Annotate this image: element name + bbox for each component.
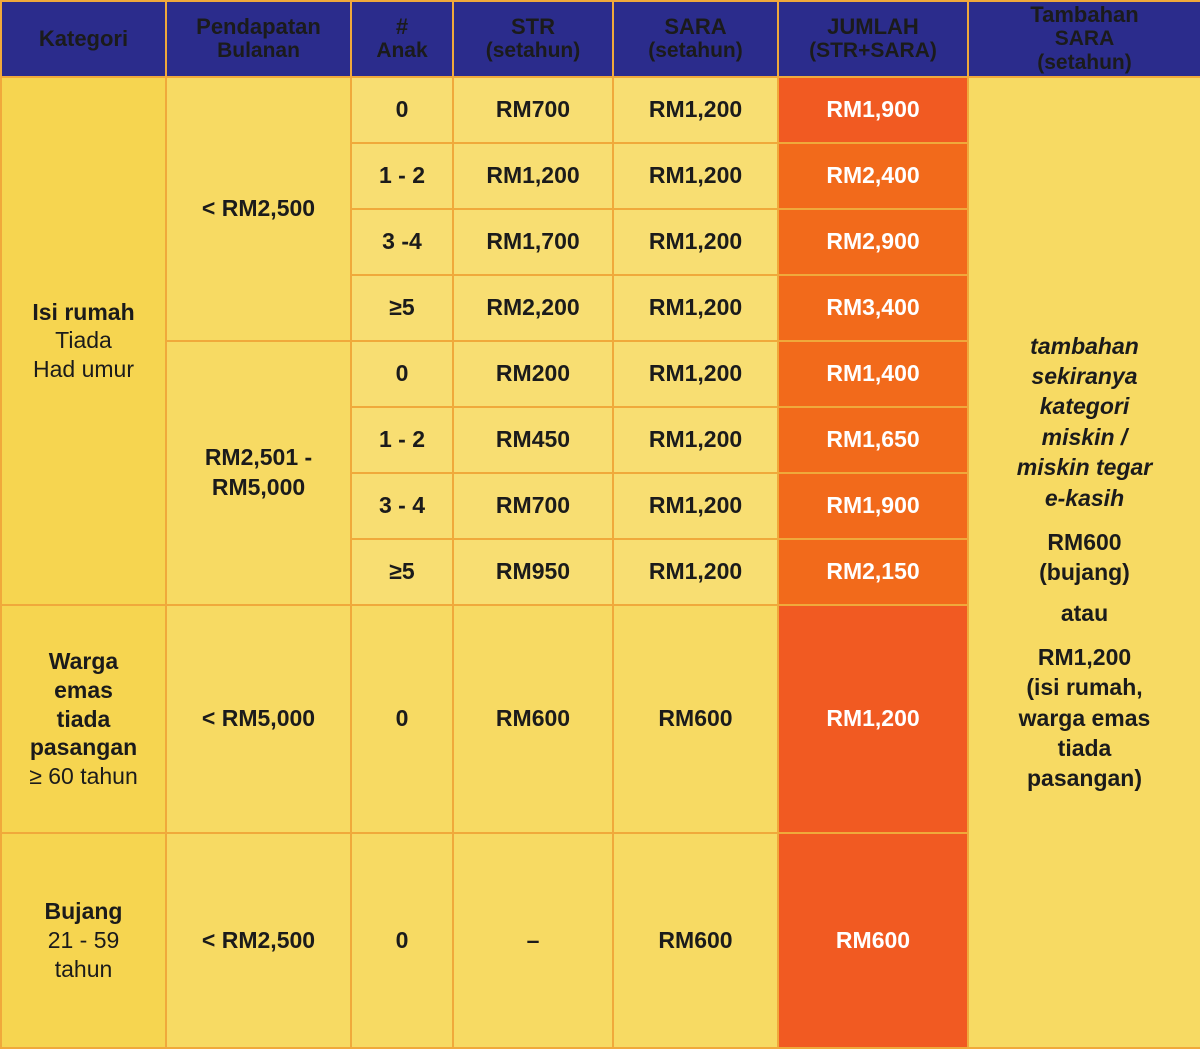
tambahan-italic-line4: miskin /: [1041, 423, 1128, 450]
cell-sara: RM600: [613, 605, 778, 833]
tambahan-amount-1: RM600: [1047, 528, 1122, 555]
tambahan-atau: atau: [1060, 599, 1109, 626]
cell-anak: 0: [351, 605, 453, 833]
cell-sara: RM1,200: [613, 275, 778, 341]
cell-sara: RM1,200: [613, 143, 778, 209]
cell-jumlah: RM600: [778, 833, 968, 1048]
cell-income-band-3: < RM5,000: [166, 605, 351, 833]
table-row: [1, 77, 1200, 143]
header-anak-line2: Anak: [376, 39, 428, 63]
cell-anak: 0: [351, 341, 453, 407]
header-sara-line1: SARA: [664, 14, 727, 40]
kategori-isi-rumah-sub1: Tiada: [55, 327, 112, 354]
header-tambahan-line3: (setahun): [1037, 51, 1132, 75]
header-str: [453, 1, 613, 77]
cell-income-band-4: < RM2,500: [166, 833, 351, 1048]
tambahan-italic-line5: miskin tegar: [1016, 454, 1153, 481]
cell-sara: RM1,200: [613, 341, 778, 407]
header-pendapatan: [166, 1, 351, 77]
cell-str: RM950: [453, 539, 613, 605]
kategori-warga-emas-line4: pasangan: [29, 734, 138, 761]
cell-income-band-2: [166, 341, 351, 605]
cell-str: RM700: [453, 77, 613, 143]
cell-jumlah: RM1,900: [778, 473, 968, 539]
header-tambahan-line1: Tambahan: [1030, 2, 1139, 27]
income-band-2-line2: RM5,000: [211, 473, 306, 500]
cell-str: RM700: [453, 473, 613, 539]
cell-jumlah: RM2,400: [778, 143, 968, 209]
cell-sara: RM1,200: [613, 473, 778, 539]
header-jumlah: [778, 1, 968, 77]
kategori-warga-emas-line3: tiada: [56, 705, 111, 732]
tambahan-amount-2-note-line3: tiada: [1057, 735, 1112, 762]
header-pendapatan-line1: Pendapatan: [196, 14, 321, 40]
tambahan-amount-2: RM1,200: [1037, 644, 1132, 670]
cell-jumlah: RM1,400: [778, 341, 968, 407]
cell-jumlah: RM1,900: [778, 77, 968, 143]
header-sara-line2: (setahun): [648, 39, 743, 63]
cell-jumlah: RM1,200: [778, 605, 968, 833]
header-tambahan: [968, 1, 1200, 77]
header-jumlah-line2: (STR+SARA): [809, 39, 937, 63]
table-header: [1, 1, 1200, 77]
cell-jumlah: RM3,400: [778, 275, 968, 341]
cell-anak: 1 - 2: [351, 407, 453, 473]
header-tambahan-line2: SARA: [1054, 27, 1115, 51]
cell-sara: RM1,200: [613, 539, 778, 605]
table-body: [1, 77, 1200, 1048]
tambahan-italic-line6: e-kasih: [1044, 484, 1125, 511]
cell-sara: RM1,200: [613, 209, 778, 275]
tambahan-amount-2-note-line1: (isi rumah,: [1026, 674, 1143, 701]
cell-str: RM1,200: [453, 143, 613, 209]
header-sara: [613, 1, 778, 77]
cell-str: –: [453, 833, 613, 1048]
cell-sara: RM600: [613, 833, 778, 1048]
kategori-warga-emas-line1: Warga: [48, 648, 119, 675]
cell-anak: 1 - 2: [351, 143, 453, 209]
tambahan-italic-note: [979, 331, 1190, 513]
tambahan-amount-2-note-line4: pasangan): [1026, 765, 1143, 792]
tambahan-amount-1-note: (bujang): [1039, 559, 1130, 586]
header-kategori-line1: Kategori: [38, 26, 129, 52]
cell-income-band-1: < RM2,500: [166, 77, 351, 341]
tambahan-amount-2-note-line2: warga emas: [1018, 704, 1151, 731]
header-anak: [351, 1, 453, 77]
cell-str: RM2,200: [453, 275, 613, 341]
cell-str: RM1,700: [453, 209, 613, 275]
cell-jumlah: RM1,650: [778, 407, 968, 473]
cell-sara: RM1,200: [613, 77, 778, 143]
header-kategori: [1, 1, 166, 77]
header-str-line1: STR: [511, 14, 555, 40]
cell-anak: 3 - 4: [351, 473, 453, 539]
kategori-warga-emas-line2: emas: [54, 676, 113, 703]
cell-jumlah: RM2,900: [778, 209, 968, 275]
header-jumlah-line1: JUMLAH: [827, 14, 919, 40]
tambahan-italic-line2: sekiranya: [1031, 363, 1138, 390]
kategori-bujang-title: Bujang: [44, 898, 123, 925]
kategori-isi-rumah-sub2: Had umur: [33, 356, 134, 383]
kategori-bujang-sub2: tahun: [54, 955, 113, 982]
kategori-isi-rumah-title: Isi rumah: [32, 298, 135, 325]
cell-str: RM600: [453, 605, 613, 833]
header-pendapatan-line2: Bulanan: [217, 39, 300, 63]
cell-sara: RM1,200: [613, 407, 778, 473]
tambahan-italic-line3: kategori: [1039, 393, 1130, 420]
cell-anak: 0: [351, 833, 453, 1048]
cell-str: RM200: [453, 341, 613, 407]
cell-kategori-bujang: [1, 833, 166, 1048]
cell-tambahan-sara: [968, 77, 1200, 1048]
kategori-warga-emas-sub: ≥ 60 tahun: [29, 763, 138, 790]
cell-anak: ≥5: [351, 539, 453, 605]
cell-str: RM450: [453, 407, 613, 473]
tambahan-italic-line1: tambahan: [1030, 332, 1139, 359]
kategori-bujang-sub1: 21 - 59: [47, 927, 120, 954]
cell-anak: 0: [351, 77, 453, 143]
header-anak-line1: #: [395, 14, 409, 40]
cell-jumlah: RM2,150: [778, 539, 968, 605]
cell-kategori-warga-emas: [1, 605, 166, 833]
cell-anak: 3 -4: [351, 209, 453, 275]
income-band-2-line1: RM2,501 -: [204, 443, 313, 470]
cell-kategori-isi-rumah: [1, 77, 166, 605]
header-str-line2: (setahun): [485, 39, 581, 63]
cell-anak: ≥5: [351, 275, 453, 341]
